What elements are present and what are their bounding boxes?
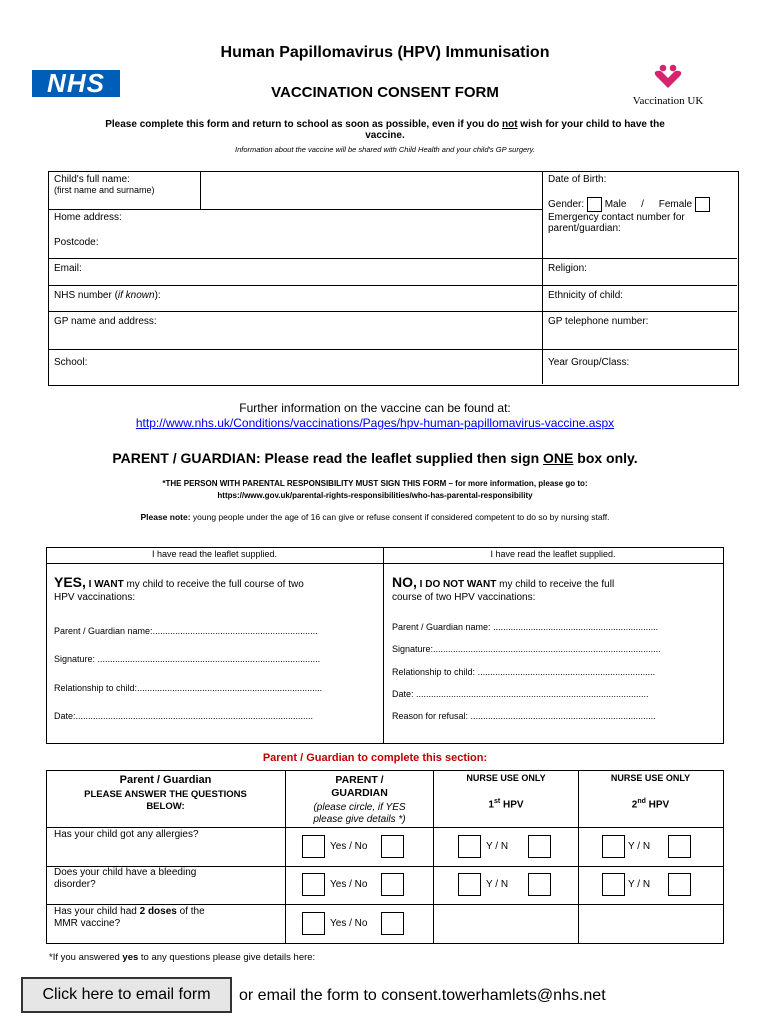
gp-phone-label: GP telephone number: (548, 316, 649, 327)
section-title: Parent / Guardian to complete this section: (262, 752, 488, 764)
allergies-answer[interactable]: Yes / No (330, 841, 368, 852)
bleeding-nurse2-n-checkbox[interactable] (668, 873, 691, 896)
no-signature-label: Signature: (392, 644, 434, 654)
responsibility-note (0, 478, 750, 502)
no-signature-field[interactable]: Signature:........................................................................................... (392, 644, 661, 654)
details-footnote (49, 952, 315, 963)
dose-number: 2 (631, 799, 638, 811)
yes-date-field[interactable]: Date:............................................................................................... (54, 711, 314, 721)
allergies-yes-checkbox[interactable] (302, 835, 325, 858)
allergies-no-checkbox[interactable] (381, 835, 404, 858)
email-form-button[interactable]: Click here to email form (21, 977, 232, 1013)
religion-label: Religion: (548, 263, 587, 274)
child-name-input[interactable] (202, 172, 540, 208)
age-note-text: young people under the age of 16 can give or refuse consent if considered competent to do so by nursing staff. (190, 512, 610, 522)
no-relationship-label: Relationship to child: (392, 667, 476, 677)
mmr-yes-checkbox[interactable] (302, 912, 325, 935)
col2-sub-line: please give details *) (313, 814, 406, 825)
col1-sub-line: PLEASE ANSWER THE QUESTIONS (84, 789, 247, 800)
question-bleeding (54, 867, 196, 891)
bleeding-nurse2: Y / N (628, 879, 651, 890)
footnote-part: *If you answered (49, 952, 123, 963)
bleeding-nurse1-n-checkbox[interactable] (528, 873, 551, 896)
info-note: Information about the vaccine will be shared with Child Health and your child's GP surgery. (235, 145, 535, 154)
responsibility-link: https://www.gov.uk/parental-rights-responsibilities/who-has-parental-responsibility (217, 491, 533, 500)
dose-hpv: HPV (500, 799, 524, 811)
yes-heading (54, 576, 374, 604)
allergies-nurse2: Y / N (628, 841, 651, 852)
yes-line2: HPV vaccinations: (54, 592, 136, 603)
col2-title (286, 774, 433, 800)
child-name-hint: (first name and surname) (54, 185, 155, 195)
yes-word: YES, (54, 574, 86, 590)
col2-sub (286, 802, 433, 826)
no-line2: course of two HPV vaccinations: (392, 592, 536, 603)
bleeding-nurse1-y-checkbox[interactable] (458, 873, 481, 896)
dob-label: Date of Birth: (548, 174, 607, 185)
heart-people-icon (653, 64, 683, 89)
gender-label: Gender: (548, 199, 585, 211)
question-line: MMR vaccine? (54, 918, 121, 929)
yes-signature-label: Signature: (54, 654, 96, 664)
instruction-part: vaccine. (365, 130, 405, 141)
col3-title: NURSE USE ONLY (466, 773, 546, 783)
dose-hpv: HPV (645, 799, 670, 811)
child-name-label: Child's full name: (54, 174, 130, 185)
nhs-number-part: NHS number ( (54, 290, 118, 301)
no-date-field[interactable]: Date: ............................................................................................. (392, 689, 649, 699)
col4-dose (579, 798, 722, 810)
question-bold: 2 doses (139, 906, 177, 917)
emergency-line: Emergency contact number for (548, 212, 685, 223)
vaccination-uk-text: Vaccination UK (632, 95, 704, 107)
bleeding-yes-checkbox[interactable] (302, 873, 325, 896)
bleeding-no-checkbox[interactable] (381, 873, 404, 896)
vaccine-info-link[interactable]: http://www.nhs.uk/Conditions/vaccinations/Pages/hpv-human-papillomavirus-vaccine.aspx (135, 416, 615, 430)
allergies-nurse2-n-checkbox[interactable] (668, 835, 691, 858)
age-note-label: Please note: (140, 512, 191, 522)
male-label: Male (604, 199, 627, 211)
instruction-part: Please complete this form and return to school as soon as possible, even if you do (105, 119, 502, 130)
instruction-part: wish for your child to have the (517, 119, 665, 130)
female-checkbox[interactable] (695, 197, 710, 212)
allergies-nurse1-n-checkbox[interactable] (528, 835, 551, 858)
year-group-label: Year Group/Class: (548, 357, 630, 368)
further-info-text: Further information on the vaccine can be found at: (239, 401, 511, 415)
yes-relationship-field[interactable]: Relationship to child:.......................................................................... (54, 683, 323, 693)
gender-separator: / (641, 199, 644, 211)
allergies-nurse2-y-checkbox[interactable] (602, 835, 625, 858)
question-part: of the (176, 906, 205, 917)
instruction-not: not (501, 119, 518, 130)
mmr-answer[interactable]: Yes / No (330, 918, 368, 929)
email-address-text: or email the form to consent.towerhamlets@nhs.net (239, 987, 606, 1004)
allergies-nurse1: Y / N (486, 841, 509, 852)
bleeding-nurse1: Y / N (486, 879, 509, 890)
age-note (0, 512, 750, 522)
yes-rest: my child to receive the full course of two (123, 579, 304, 590)
vaccination-uk-logo (626, 64, 710, 107)
col4-title: NURSE USE ONLY (610, 773, 691, 783)
nhs-number-italic: if known (117, 290, 155, 301)
yes-name-field[interactable]: Parent / Guardian name:.................................................................. (54, 626, 318, 636)
parent-heading (0, 450, 750, 466)
emergency-contact-label (548, 212, 685, 234)
yes-date-label: Date: (54, 711, 76, 721)
no-heading (392, 576, 717, 604)
dose-suffix: nd (637, 798, 646, 805)
footnote-part: to any questions please give details here: (138, 952, 316, 963)
ethnicity-label: Ethnicity of child: (548, 290, 624, 301)
form-subtitle: VACCINATION CONSENT FORM (271, 84, 499, 101)
col2-sub-line: (please circle, if YES (313, 802, 406, 813)
female-label: Female (658, 199, 693, 211)
question-line: Does your child have a bleeding (54, 867, 197, 878)
instruction-text (0, 119, 770, 141)
no-word: NO, (392, 574, 417, 590)
gender-field (548, 197, 736, 212)
col1-sub-line: BELOW: (146, 801, 185, 812)
home-address-label: Home address: (54, 212, 122, 223)
responsibility-line: *THE PERSON WITH PARENTAL RESPONSIBILITY MUST SIGN THIS FORM – for more information, please go to: (162, 479, 588, 488)
bleeding-answer[interactable]: Yes / No (330, 879, 368, 890)
postcode-label: Postcode: (54, 237, 99, 248)
yes-relationship-label: Relationship to child: (54, 683, 138, 693)
male-checkbox[interactable] (587, 197, 602, 212)
col1-title: Parent / Guardian (119, 774, 212, 786)
yes-signature-field[interactable]: Signature: ......................................................................................... (54, 654, 321, 664)
col2-title-line: GUARDIAN (331, 787, 388, 799)
footnote-bold: yes (122, 952, 139, 963)
no-name-field[interactable]: Parent / Guardian name: .................................................................. (392, 622, 659, 632)
no-date-label: Date: (392, 689, 414, 699)
nhs-number-label (54, 290, 161, 301)
parent-heading-part: PARENT / GUARDIAN: Please read the leaflet supplied then sign (112, 450, 544, 466)
bleeding-nurse2-y-checkbox[interactable] (602, 873, 625, 896)
no-leaflet-text: I have read the leaflet supplied. (490, 549, 616, 559)
yes-bold: I WANT (85, 579, 124, 590)
no-reason-label: Reason for refusal: (392, 711, 469, 721)
no-rest: my child to receive the full (496, 579, 615, 590)
gp-name-label: GP name and address: (54, 316, 157, 327)
emergency-line: parent/guardian: (548, 223, 621, 234)
col3-dose (434, 798, 578, 810)
no-bold: I DO NOT WANT (416, 579, 497, 590)
question-line: disorder? (54, 879, 96, 890)
parent-heading-part: box only. (573, 450, 638, 466)
col2-title-line: PARENT / (335, 774, 384, 786)
yes-leaflet-text: I have read the leaflet supplied. (151, 549, 278, 559)
no-reason-field[interactable]: Reason for refusal: .......................................................................... (392, 711, 656, 721)
nhs-number-part: ): (154, 290, 161, 301)
col1-sub (46, 789, 285, 813)
question-allergies: Has your child got any allergies? (54, 829, 199, 840)
no-name-label: Parent / Guardian name: (392, 622, 491, 632)
mmr-no-checkbox[interactable] (381, 912, 404, 935)
form-title: Human Papillomavirus (HPV) Immunisation (220, 44, 550, 61)
allergies-nurse1-y-checkbox[interactable] (458, 835, 481, 858)
yes-name-label: Parent / Guardian name: (54, 626, 153, 636)
email-label: Email: (54, 263, 82, 274)
school-label: School: (54, 357, 88, 368)
question-part: Has your child had (54, 906, 140, 917)
question-mmr (54, 906, 205, 930)
nhs-logo: NHS (32, 70, 120, 97)
no-relationship-field[interactable]: Relationship to child: ....................................................................... (392, 667, 656, 677)
parent-heading-one: ONE (543, 450, 574, 466)
dose-number: 1 (488, 799, 494, 811)
dose-suffix: st (493, 798, 501, 805)
